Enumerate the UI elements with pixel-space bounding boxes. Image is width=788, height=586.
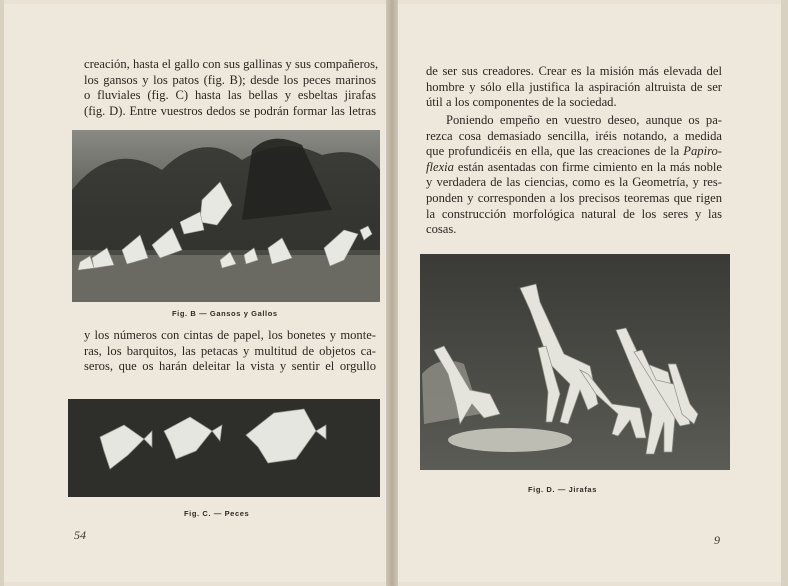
text-line: los gansos y los patos (fig. B); desde los peces marinos [84, 72, 376, 87]
text-line: cosas. [426, 222, 457, 237]
right-paragraph-2 [426, 113, 722, 238]
text-fragment: que profundicéis en ella, que las creaciones de la [426, 144, 684, 159]
right-page-number: 9 [714, 533, 720, 547]
right-paragraph-1 [426, 64, 722, 111]
text-line: ponden y corresponden a los precisos teoremas que rigen [426, 190, 722, 205]
figure-b-photo [72, 130, 380, 302]
figure-d-photo [420, 254, 730, 470]
text-line: (fig. D). Entre vuestros dedos se podrán formar las letras [84, 103, 376, 118]
left-page [4, 4, 386, 582]
right-page [398, 4, 781, 582]
text-line: Poniendo empeño en vuestro deseo, aunque os pa- [446, 113, 722, 127]
text-line: ras, los barquitos, las petacas y multitud de objetos ca- [84, 343, 376, 358]
text-line [426, 160, 722, 176]
text-line: creación, hasta el gallo con sus gallinas y sus compañeros, [84, 57, 379, 71]
left-page-number: 54 [74, 528, 86, 542]
figure-c-photo [68, 399, 380, 497]
figure-b-caption: Fig. B — Gansos y Gallos [172, 309, 278, 318]
text-line: la construcción morfológica natural de los seres y las [426, 206, 722, 221]
figure-c-caption: Fig. C. — Peces [184, 509, 250, 518]
text-line: de ser sus creadores. Crear es la misión más elevada del [426, 64, 722, 78]
left-paragraph-1 [84, 57, 379, 119]
text-line: y verdadera de las ciencias, como es la Geometría, y res- [426, 175, 722, 190]
text-line: hombre y sólo ella justifica la aspiración altruista de ser [426, 79, 722, 94]
background-edge-right [781, 0, 788, 586]
text-line: y los números con cintas de papel, los bonetes y monte- [84, 328, 376, 342]
italic-word: flexia [426, 159, 454, 174]
text-line [426, 144, 722, 160]
italic-word: Papiro- [683, 144, 722, 159]
text-fragment: están asentadas con firme cimiento en la más noble [453, 159, 722, 174]
text-line: rezca cosa demasiado sencilla, iréis notando, a medida [426, 128, 722, 143]
text-line: útil a los componentes de la sociedad. [426, 95, 617, 110]
text-line: o fluviales (fig. C) hasta las bellas y esbeltas jirafas [84, 88, 376, 103]
book-gutter [386, 0, 398, 586]
text-line: seros, que os harán deleitar la vista y sentir el orgullo [84, 359, 376, 374]
figure-d-caption: Fig. D. — Jirafas [528, 485, 597, 494]
left-paragraph-2 [84, 328, 376, 375]
